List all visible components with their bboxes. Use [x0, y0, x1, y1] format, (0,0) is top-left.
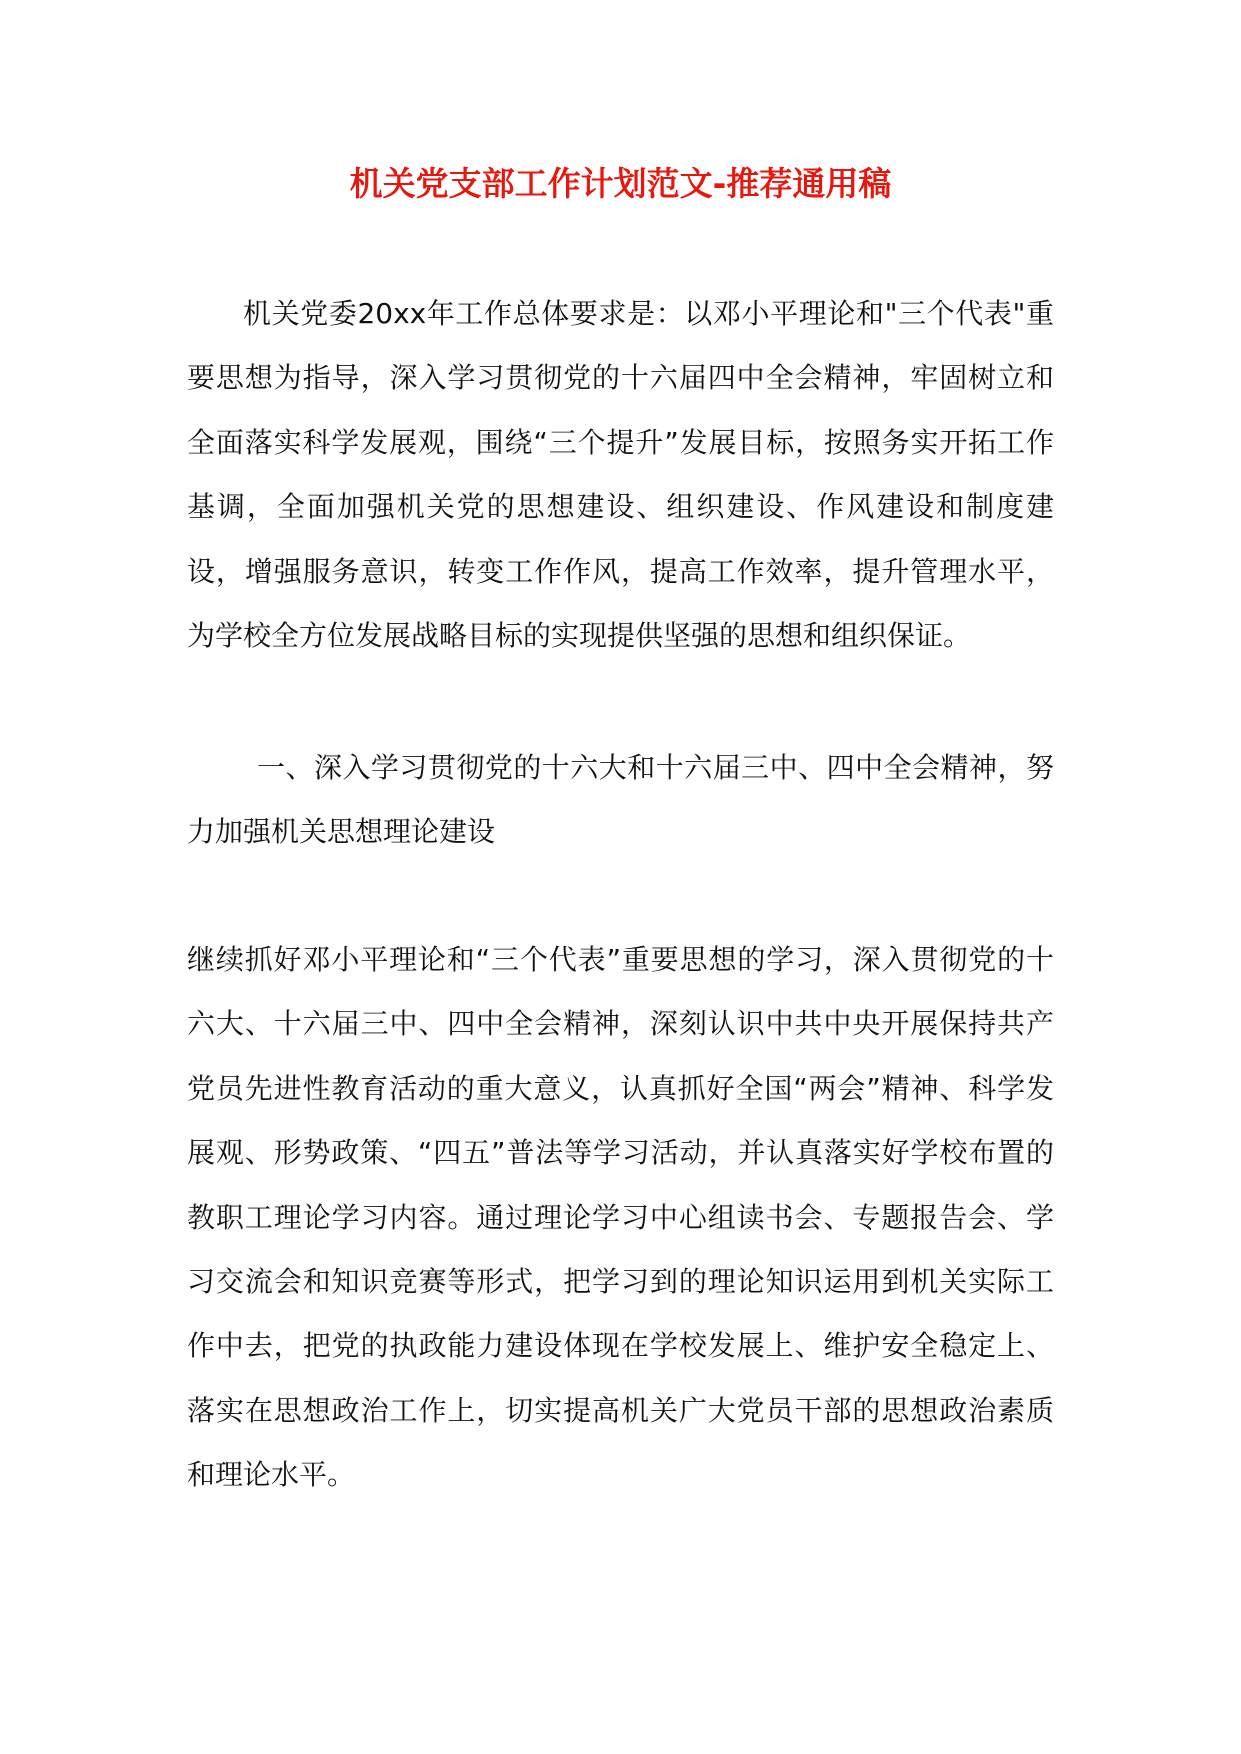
document-title: 机关党支部工作计划范文-推荐通用稿	[349, 164, 892, 203]
intro-paragraph: 机关党委20xx年工作总体要求是：以邓小平理论和"三个代表"重要思想为指导，深入学习贯彻党的十六届四中全会精神，牢固树立和全面落实科学发展观，围绕“三个提升”发展目标，按照务实开拓工作基调，全面加强机关党的思想建设、组织建设、作风建设和制度建设，增强服务意识，转变工作作风，提高工作效率，提升管理水平，为学校全方位发展战略目标的实现提供坚强的思想和组织保证。	[187, 297, 1054, 653]
section-body-paragraph: 继续抓好邓小平理论和“三个代表”重要思想的学习，深入贯彻党的十六大、十六届三中、四中全会精神，深刻认识中共中央开展保持共产党员先进性教育活动的重大意义，认真抓好全国“两会”精神、科学发展观、形势政策、“四五”普法等学习活动，并认真落实好学校布置的教职工理论学习内容。通过理论学习中心组读书会、专题报告会、学习交流会和知识竞赛等形式，把学习到的理论知识运用到机关实际工作中去，把党的执政能力建设体现在学校发展上、维护安全稳定上、落实在思想政治工作上，切实提高机关广大党员干部的思想政治素质和理论水平。	[187, 943, 1054, 1492]
section-heading: 一、深入学习贯彻党的十六大和十六届三中、四中全会精神，努力加强机关思想理论建设	[187, 751, 1054, 849]
